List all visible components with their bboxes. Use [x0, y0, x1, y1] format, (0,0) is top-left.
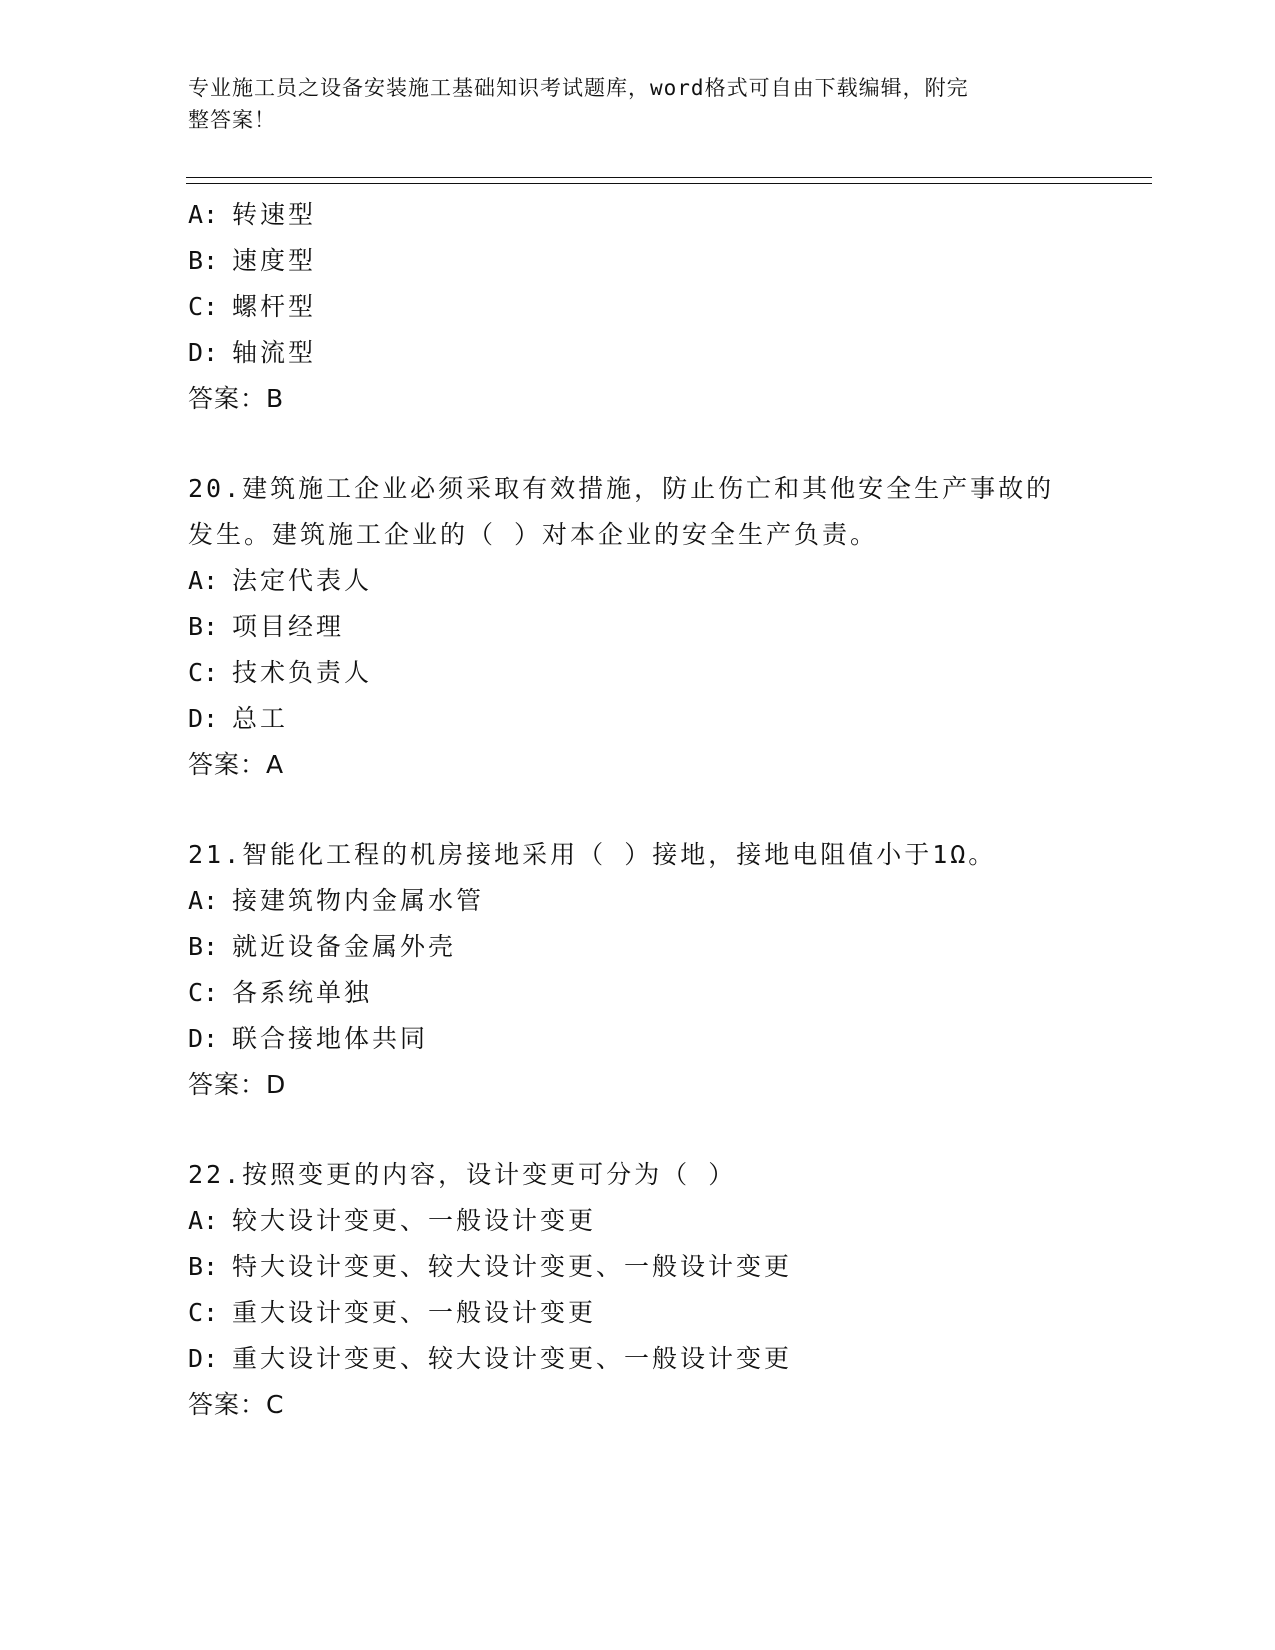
option-d: D: 总工: [188, 704, 289, 733]
option-b: B: 就近设备金属外壳: [188, 932, 457, 961]
option-a: A: 较大设计变更、一般设计变更: [188, 1206, 597, 1235]
question-22: [188, 1152, 1088, 1428]
header-line-2: 整答案！: [188, 108, 276, 132]
answer: 答案：C: [188, 1390, 285, 1419]
document-header: [188, 72, 1068, 136]
option-c: C: 各系统单独: [188, 978, 373, 1007]
option-d: D: 重大设计变更、较大设计变更、一般设计变更: [188, 1344, 793, 1373]
question-stem-continued: 发生。建筑施工企业的（ ）对本企业的安全生产负责。: [188, 520, 879, 549]
question-stem: 21.智能化工程的机房接地采用（ ）接地，接地电阻值小于1Ω。: [188, 840, 997, 869]
header-rule-top: [186, 177, 1152, 178]
question-20: [188, 466, 1088, 788]
question-19: [188, 192, 1088, 422]
option-c: C: 螺杆型: [188, 292, 317, 321]
question-list: [188, 192, 1088, 1428]
question-stem: 22.按照变更的内容，设计变更可分为（ ）: [188, 1160, 737, 1189]
option-c: C: 重大设计变更、一般设计变更: [188, 1298, 597, 1327]
header-line-1: 专业施工员之设备安装施工基础知识考试题库，word格式可自由下载编辑，附完: [188, 76, 969, 100]
answer: 答案：B: [188, 384, 285, 413]
option-a: A: 法定代表人: [188, 566, 373, 595]
option-b: B: 速度型: [188, 246, 317, 275]
option-b: B: 特大设计变更、较大设计变更、一般设计变更: [188, 1252, 793, 1281]
option-a: A: 接建筑物内金属水管: [188, 886, 485, 915]
option-d: D: 轴流型: [188, 338, 317, 367]
option-c: C: 技术负责人: [188, 658, 373, 687]
option-b: B: 项目经理: [188, 612, 345, 641]
header-rule-bottom: [186, 183, 1152, 184]
question-21: [188, 832, 1088, 1108]
option-a: A: 转速型: [188, 200, 317, 229]
option-d: D: 联合接地体共同: [188, 1024, 429, 1053]
answer: 答案：D: [188, 1070, 287, 1099]
question-stem: 20.建筑施工企业必须采取有效措施，防止伤亡和其他安全生产事故的: [188, 474, 1055, 503]
answer: 答案：A: [188, 750, 285, 779]
